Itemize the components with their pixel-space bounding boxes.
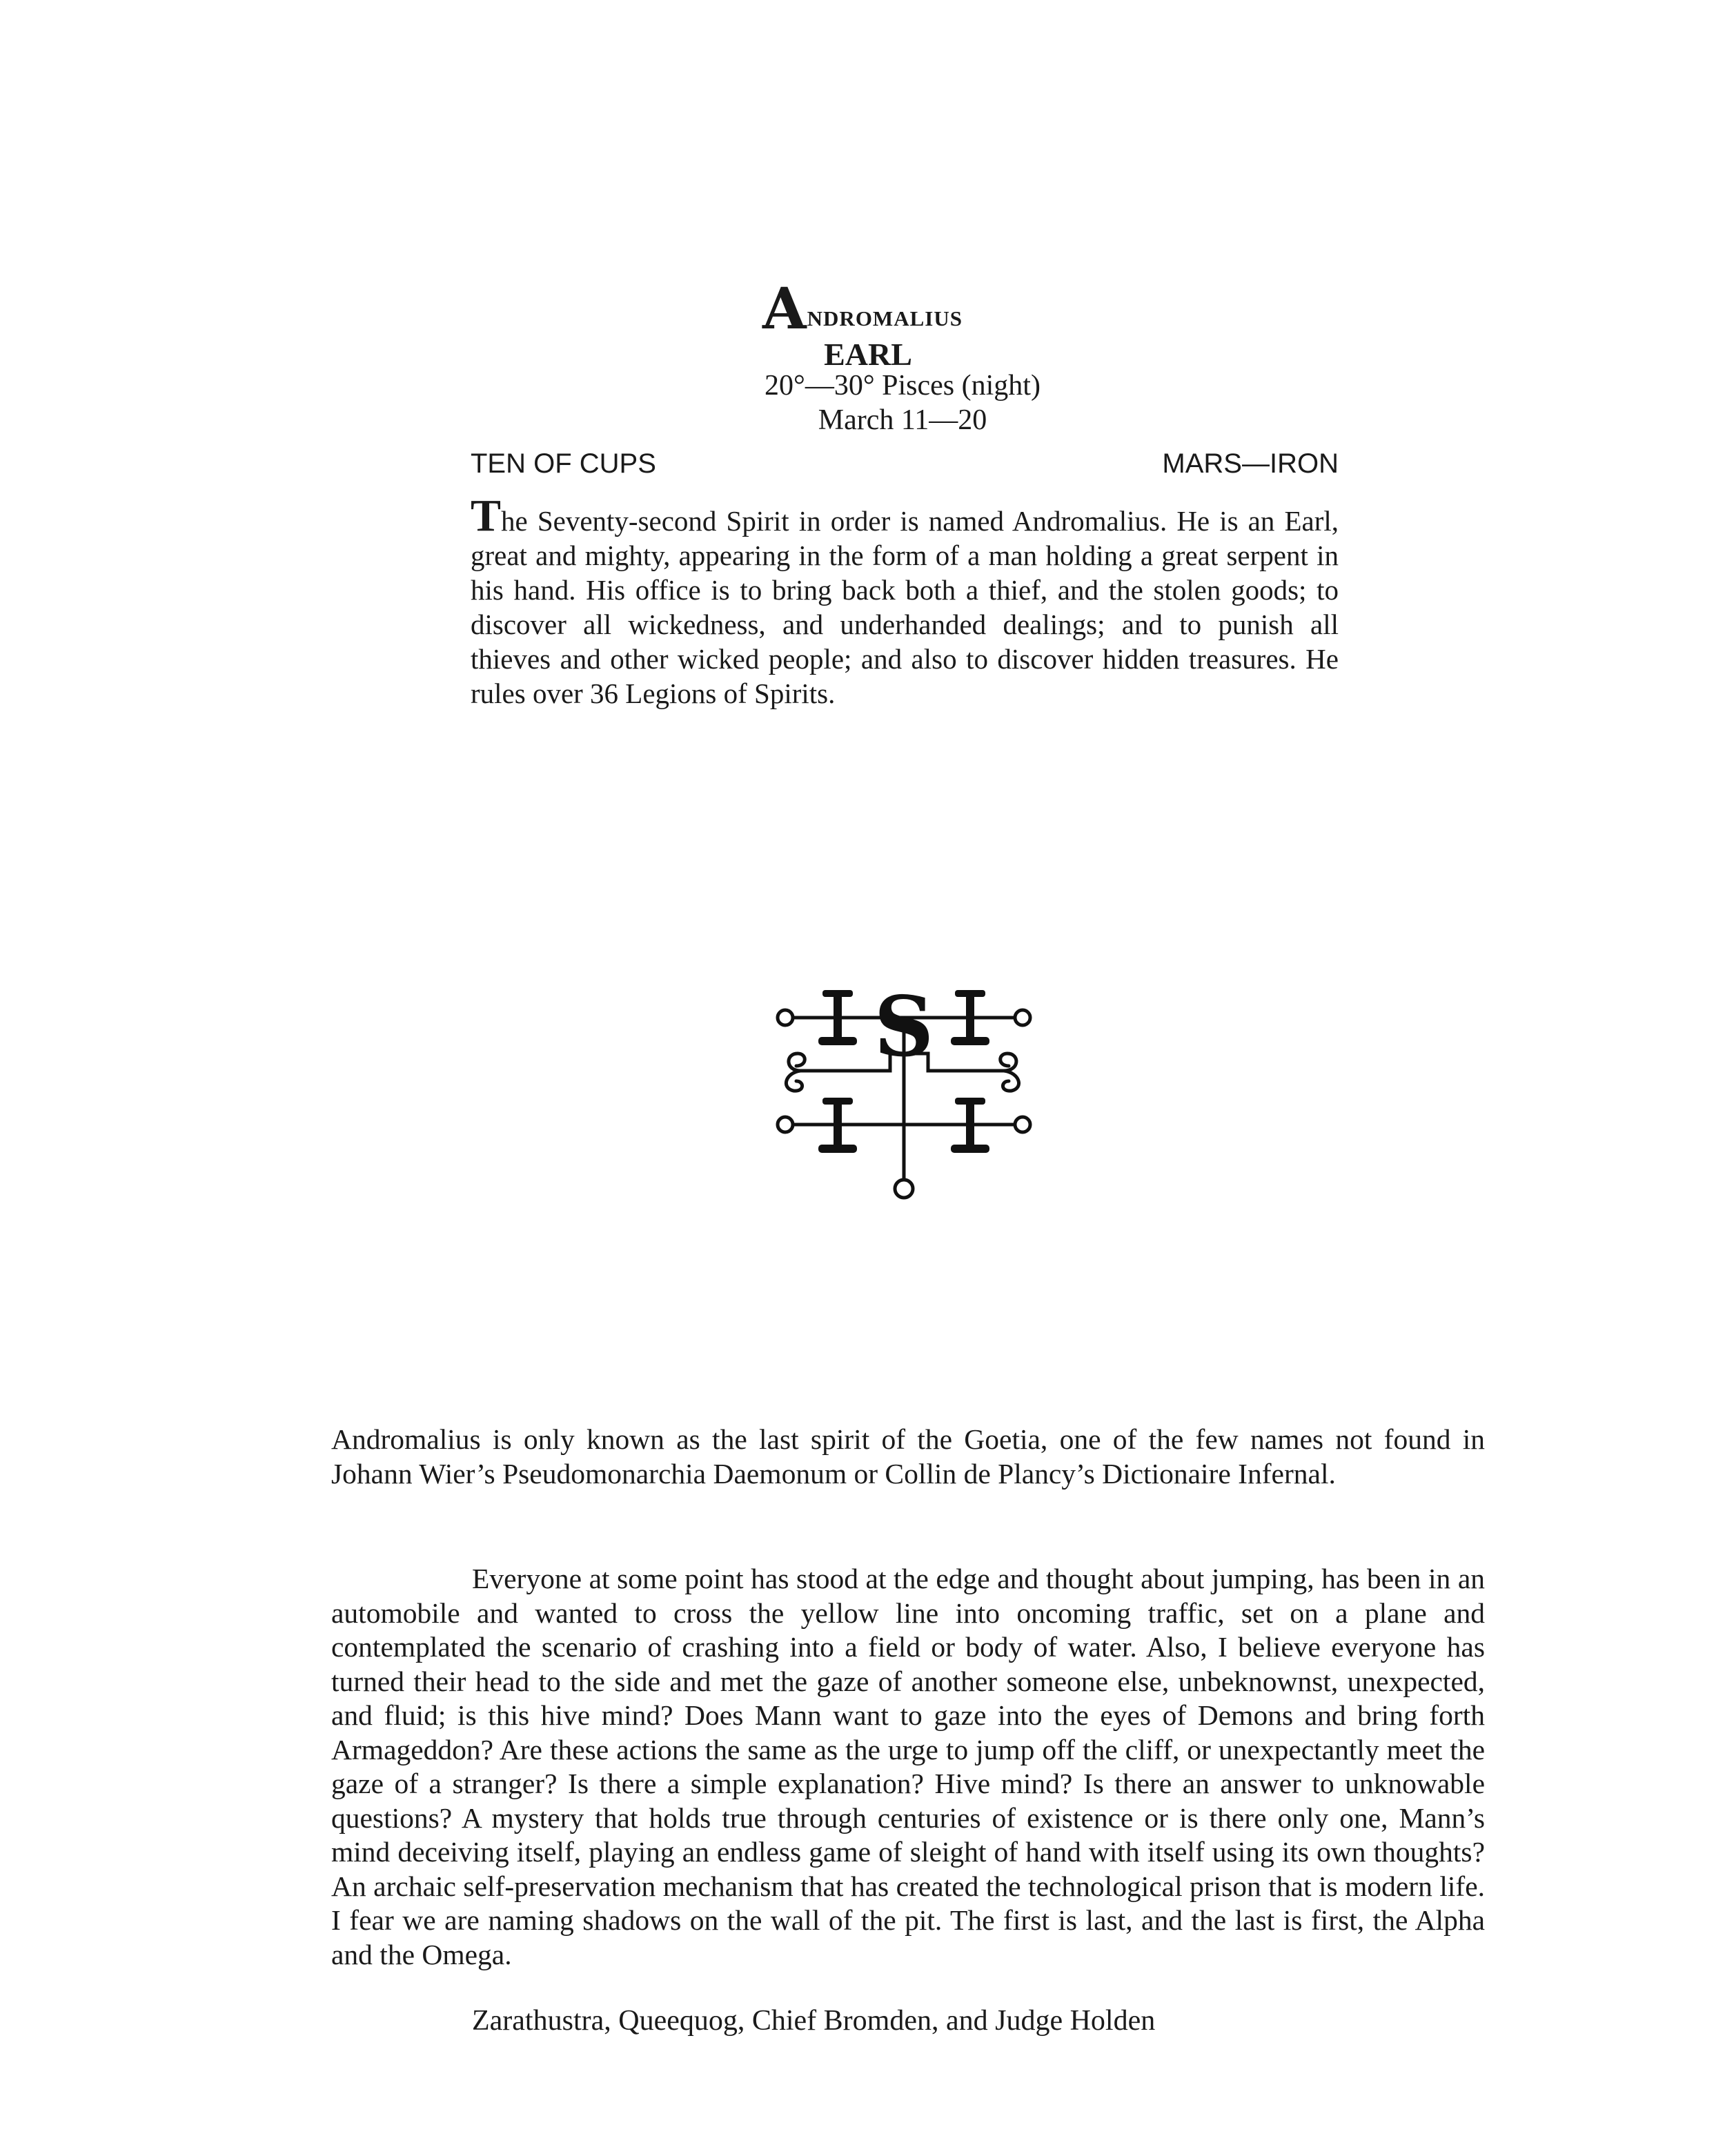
title-initial: A [762, 276, 807, 342]
signature-line: Zarathustra, Queequog, Chief Bromden, and Judge Holden [472, 2005, 1156, 2037]
zodiac-degrees: 20°—30° Pisces (night) [765, 370, 1041, 402]
tarot-card: TEN OF CUPS [471, 448, 656, 479]
commentary-paragraph-2: Everyone at some point has stood at the edge and thought about jumping, has been in an automobile and wanted to cross the yellow line into oncoming traffic, set on a plane and contemplated the scenario of crashing into a field or body of water. Also, I believe everyone has turned their head to the side and met the gaze of another someone else, unbeknownst, unexpected, and fluid; is this hive mind? Does Mann want to gaze into the eyes of Demons and bring forth Armageddon? Are these actions the same as the urge to jump off the cliff, or unexpectantly meet the gaze of a stranger? Is there a simple explanation? Hive mind? Is there an answer to unknowable questions? A mystery that holds true through centuries of existence or is there only one, Mann’s mind deceiving itself, playing an endless game of sleight of hand with itself using its own thoughts? An archaic self-preservation mechanism that has created the technological prison that is modern life. I fear we are naming shadows on the wall of the pit. The first is last, and the last is first, the Alpha and the Omega. [331, 1563, 1485, 1970]
commentary-paragraph-1: Andromalius is only known as the last spirit of the Goetia, one of the few names not found in Johann Wier’s Pseudomonarchia Daemonum or Collin de Plancy’s Dictionaire Infernal. [331, 1423, 1485, 1490]
spirit-title [0, 276, 1725, 342]
goetic-text: he Seventy-second Spirit in order is named Andromalius. He is an Earl, great and mighty, appearing in the form of a man holding a great serpent in his hand. His office is to bring back both a thief, and the stolen goods; to discover all wickedness, and underhanded dealings; and to punish all thieves and other wicked people; and also to discover hidden treasures. He rules over 36 Legions of Spirits. [471, 505, 1339, 709]
seal-circle-bottom-right [1015, 1117, 1030, 1132]
seal-circle-bottom-left [778, 1117, 793, 1132]
title-rest: ndromalius [807, 299, 963, 333]
seal-circle-bottom [895, 1180, 913, 1198]
seal-circle-top-left [778, 1010, 793, 1025]
seal-letter: S [874, 978, 934, 1076]
seal-circle-top-right [1015, 1010, 1030, 1025]
date-range: March 11—20 [818, 404, 987, 436]
seal-curl-right [1000, 1054, 1019, 1091]
spirit-rank: EARL [824, 337, 912, 372]
planet-metal: MARS—IRON [1162, 448, 1339, 479]
drop-cap: T [471, 491, 502, 541]
goetic-description [471, 491, 1339, 711]
spirit-seal [773, 969, 1035, 1218]
